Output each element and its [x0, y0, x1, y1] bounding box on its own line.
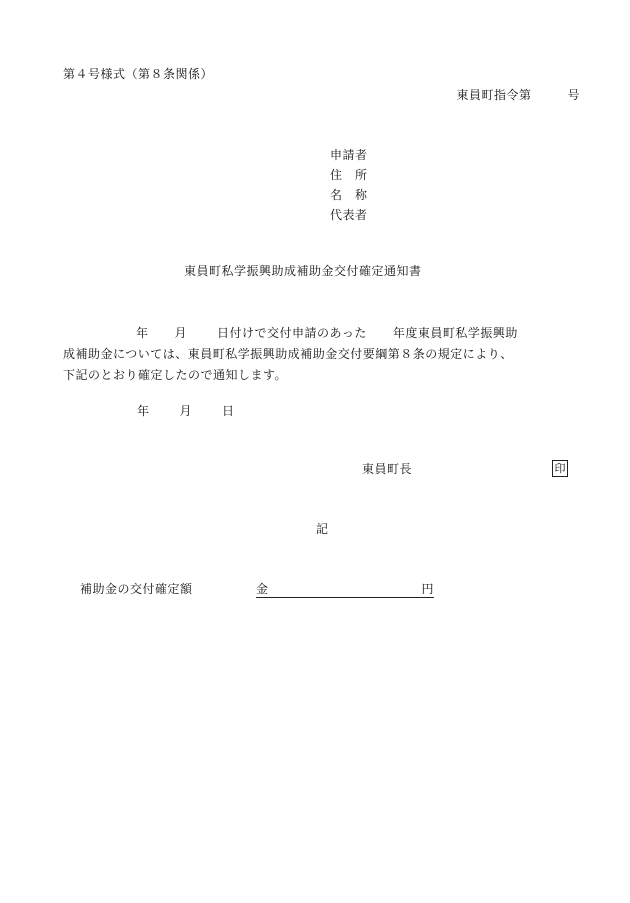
applicant-heading: 申請者: [330, 148, 368, 162]
applicant-block: [330, 145, 368, 225]
issue-date: [137, 403, 235, 419]
applicant-representative-label: 代表者: [330, 208, 368, 222]
issue-date-month: 月: [179, 404, 193, 418]
amount-suffix: 円: [421, 582, 434, 596]
order-number: [456, 87, 580, 103]
issuer-title: 東員町長: [362, 462, 413, 476]
body-year: 年: [136, 326, 149, 340]
body-line-1: [63, 323, 583, 344]
body-line-2: 成補助金については、東員町私学振興助成補助金交付要綱第８条の規定により、: [63, 347, 513, 361]
ki-heading: 記: [316, 522, 329, 536]
applicant-name-label: 名 称: [330, 188, 368, 202]
amount-label: 補助金の交付確定額: [80, 582, 193, 596]
document-title: 東員町私学振興助成補助金交付確定通知書: [184, 264, 422, 278]
amount-prefix: 金: [256, 582, 269, 596]
order-number-prefix: 東員町指令第: [456, 88, 532, 102]
order-number-suffix: 号: [567, 88, 580, 102]
seal-mark: 印: [552, 460, 568, 477]
body-line-3: 下記のとおり確定したので通知します。: [63, 368, 288, 382]
issue-date-day: 日: [222, 404, 235, 418]
body-month: 月: [174, 326, 188, 340]
notice-body: [63, 323, 583, 386]
applicant-address-label: 住 所: [330, 168, 368, 182]
body-date-phrase: 日付けで交付申請のあった: [217, 326, 367, 340]
body-fiscal-phrase: 年度東員町私学振興助: [392, 326, 518, 340]
amount-field: [256, 581, 434, 598]
form-number-label: 第４号様式（第８条関係）: [63, 67, 214, 81]
issue-date-year: 年: [137, 404, 150, 418]
